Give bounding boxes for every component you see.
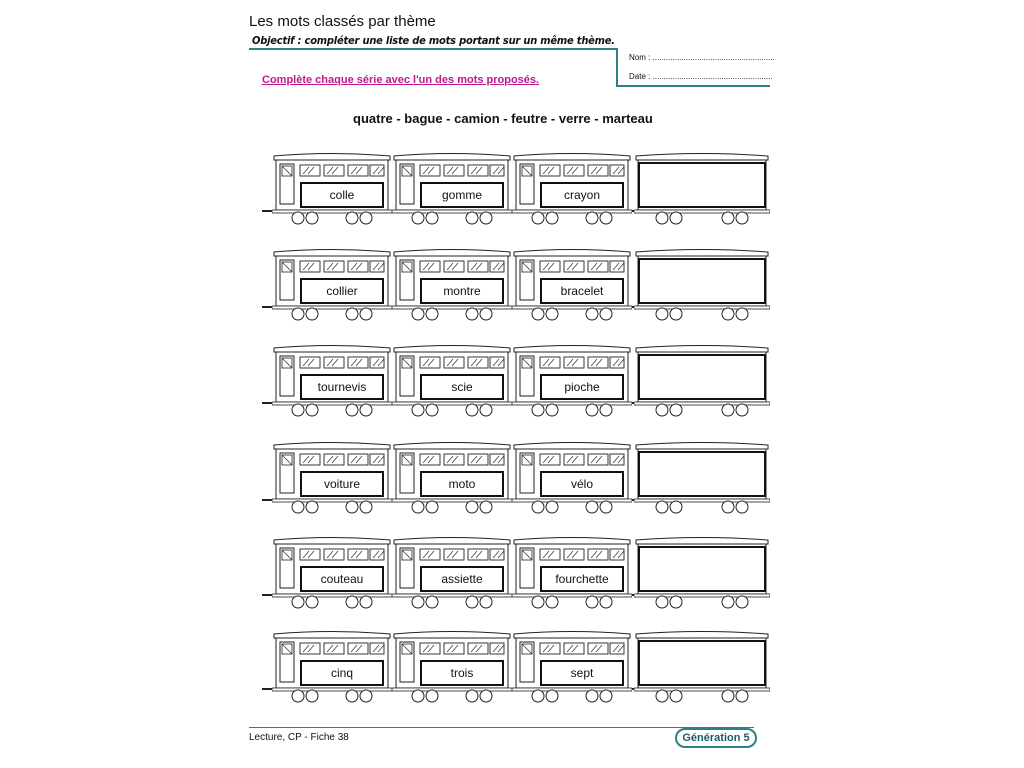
wagon	[512, 441, 632, 519]
train-row	[262, 441, 774, 519]
footer-divider	[249, 727, 754, 728]
header-vertical-divider	[616, 48, 618, 86]
wagon-word: tournevis	[300, 374, 384, 400]
word-bank: quatre - bague - camion - feutre - verre - marteau	[353, 111, 653, 126]
wagon-word: fourchette	[540, 566, 624, 592]
wagon	[512, 344, 632, 422]
wagon	[392, 344, 512, 422]
wagon	[272, 344, 392, 422]
wagon-word: colle	[300, 182, 384, 208]
wagon-word: voiture	[300, 471, 384, 497]
wagon	[272, 248, 392, 326]
answer-field[interactable]	[638, 258, 766, 304]
answer-wagon	[634, 536, 770, 614]
answer-wagon	[634, 344, 770, 422]
wagon	[272, 630, 392, 708]
wagon-word: cinq	[300, 660, 384, 686]
answer-field[interactable]	[638, 640, 766, 686]
train-row	[262, 536, 774, 614]
answer-wagon	[634, 248, 770, 326]
answer-field[interactable]	[638, 354, 766, 400]
answer-wagon	[634, 152, 770, 230]
name-box-divider	[616, 85, 770, 87]
footer-reference: Lecture, CP - Fiche 38	[249, 732, 349, 743]
wagon-word: crayon	[540, 182, 624, 208]
wagon-word: sept	[540, 660, 624, 686]
train-row	[262, 630, 774, 708]
wagon-word: scie	[420, 374, 504, 400]
wagon	[392, 441, 512, 519]
header-divider	[249, 48, 616, 50]
answer-wagon	[634, 441, 770, 519]
wagon-word: couteau	[300, 566, 384, 592]
wagon-word: vélo	[540, 471, 624, 497]
wagon	[392, 248, 512, 326]
date-field[interactable]: Date : ......................................................	[629, 72, 773, 81]
wagon-word: montre	[420, 278, 504, 304]
answer-wagon	[634, 630, 770, 708]
wagon	[272, 152, 392, 230]
answer-field[interactable]	[638, 546, 766, 592]
answer-field[interactable]	[638, 451, 766, 497]
wagon	[512, 248, 632, 326]
wagon	[512, 630, 632, 708]
wagon-word: moto	[420, 471, 504, 497]
wagon-word: gomme	[420, 182, 504, 208]
wagon-word: assiette	[420, 566, 504, 592]
objective-text: Objectif : compléter une liste de mots portant sur un même thème.	[252, 34, 615, 47]
wagon	[392, 630, 512, 708]
wagon-word: pioche	[540, 374, 624, 400]
wagon	[512, 536, 632, 614]
answer-field[interactable]	[638, 162, 766, 208]
name-field[interactable]: Nom : .......................................................	[629, 53, 775, 62]
wagon	[272, 441, 392, 519]
wagon-word: bracelet	[540, 278, 624, 304]
wagon	[272, 536, 392, 614]
wagon	[392, 152, 512, 230]
train-row	[262, 248, 774, 326]
wagon-word: collier	[300, 278, 384, 304]
instruction-text: Complète chaque série avec l'un des mots proposés.	[262, 74, 540, 86]
train-row	[262, 152, 774, 230]
wagon	[392, 536, 512, 614]
train-row	[262, 344, 774, 422]
wagon-word: trois	[420, 660, 504, 686]
publisher-badge: Génération 5	[675, 728, 757, 748]
page-title: Les mots classés par thème	[249, 13, 436, 30]
wagon	[512, 152, 632, 230]
